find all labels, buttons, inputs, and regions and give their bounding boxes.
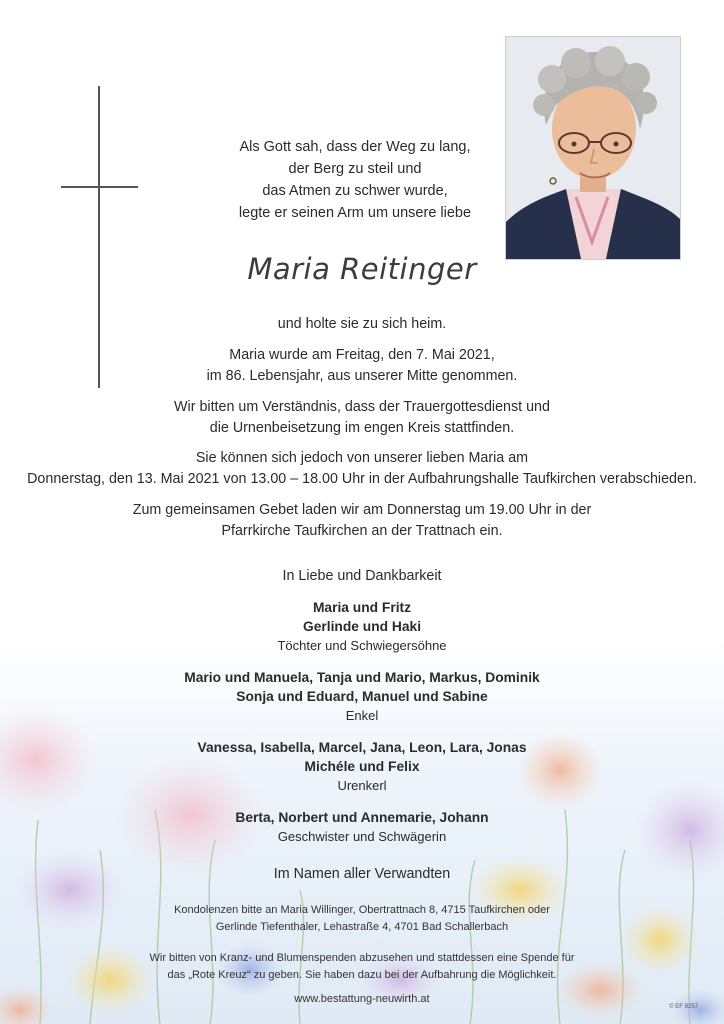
verse-line: der Berg zu steil und bbox=[288, 161, 422, 177]
verse-line: das Atmen zu schwer wurde, bbox=[262, 183, 448, 199]
donation-notice bbox=[0, 950, 724, 984]
family-names: Sonja und Eduard, Manuel und Sabine bbox=[236, 689, 488, 704]
family-group-daughters bbox=[0, 598, 724, 655]
family-relation: Töchter und Schwiegersöhne bbox=[277, 638, 447, 653]
portrait-photo bbox=[505, 36, 681, 260]
prayer-notice-line: Zum gemeinsamen Gebet laden wir am Donnerstag um 19.00 Uhr in der bbox=[132, 502, 592, 518]
funeral-notice-line: die Urnenbeisetzung im engen Kreis stattfinden. bbox=[209, 420, 515, 436]
website-link[interactable]: www.bestattung-neuwirth.at bbox=[294, 993, 430, 1005]
verse-line: Als Gott sah, dass der Weg zu lang, bbox=[239, 139, 471, 155]
portrait-illustration bbox=[506, 37, 680, 259]
prayer-notice bbox=[0, 500, 724, 542]
funeral-notice bbox=[0, 397, 724, 439]
cross-horizontal-bar bbox=[61, 186, 138, 188]
deceased-name: Maria Reitinger bbox=[247, 252, 477, 286]
farewell-notice bbox=[0, 448, 724, 490]
family-group-siblings bbox=[0, 808, 724, 846]
condolences-notice bbox=[0, 902, 724, 936]
donation-line: Wir bitten von Kranz- und Blumenspenden abzusehen und stattdessen eine Spende für bbox=[149, 952, 575, 964]
love-gratitude-line: In Liebe und Dankbarkeit bbox=[282, 568, 442, 584]
funeral-notice-line: Wir bitten um Verständnis, dass der Trauergottesdienst und bbox=[174, 399, 550, 415]
prayer-notice-line: Pfarrkirche Taufkirchen an der Trattnach ein. bbox=[221, 523, 503, 539]
death-notice bbox=[0, 345, 724, 387]
family-group-grandchildren bbox=[0, 668, 724, 725]
took-home-line: und holte sie zu sich heim. bbox=[277, 316, 447, 332]
family-names: Gerlinde und Haki bbox=[302, 619, 422, 634]
verse bbox=[180, 136, 530, 224]
document-code: © EF 9257 bbox=[669, 1004, 698, 1010]
farewell-notice-line: Sie können sich jedoch von unserer lieben Maria am bbox=[195, 450, 529, 466]
family-names: Michéle und Felix bbox=[304, 759, 420, 774]
death-notice-line: im 86. Lebensjahr, aus unserer Mitte genommen. bbox=[206, 368, 518, 384]
family-group-great-grandchildren bbox=[0, 738, 724, 795]
family-names: Berta, Norbert und Annemarie, Johann bbox=[235, 810, 489, 825]
cross-vertical-bar bbox=[98, 86, 100, 388]
donation-line: das „Rote Kreuz“ zu geben. Sie haben dazu bei der Aufbahrung die Möglichkeit. bbox=[167, 969, 557, 981]
family-names: Vanessa, Isabella, Marcel, Jana, Leon, Lara, Jonas bbox=[197, 740, 527, 755]
family-relation: Urenkerl bbox=[337, 778, 387, 793]
family-relation: Enkel bbox=[345, 708, 379, 723]
condolences-line: Kondolenzen bitte an Maria Willinger, Obertrattnach 8, 4715 Taufkirchen oder bbox=[174, 904, 550, 916]
condolences-line: Gerlinde Tiefenthaler, Lehastraße 4, 4701 Bad Schallerbach bbox=[215, 921, 509, 933]
verse-line: legte er seinen Arm um unsere liebe bbox=[238, 205, 472, 221]
farewell-notice-line: Donnerstag, den 13. Mai 2021 von 13.00 – 18.00 Uhr in der Aufbahrungshalle Taufkirchen verabschieden. bbox=[27, 471, 697, 487]
family-relation: Geschwister und Schwägerin bbox=[277, 829, 447, 844]
family-names: Maria und Fritz bbox=[312, 600, 412, 615]
relatives-line: Im Namen aller Verwandten bbox=[273, 866, 451, 882]
family-names: Mario und Manuela, Tanja und Mario, Markus, Dominik bbox=[184, 670, 540, 685]
death-notice-line: Maria wurde am Freitag, den 7. Mai 2021, bbox=[229, 347, 495, 363]
